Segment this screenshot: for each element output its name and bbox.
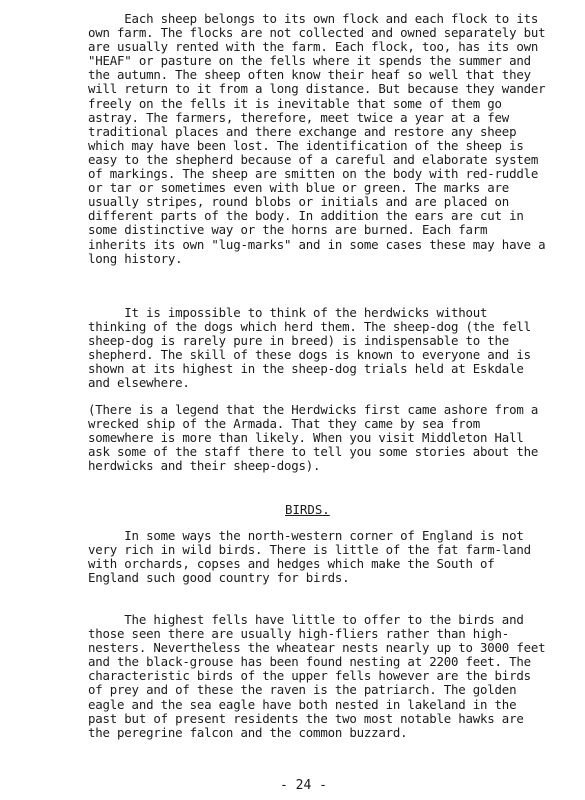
paragraph-armada-legend: (There is a legend that the Herdwicks first came ashore from a wrecked ship of the Armada. That they came by sea from somewhere is more than likely. When you visit Middleton Hall ask some of the staff there to tell you some stories about the herdwicks and their sheep-dogs).: [88, 402, 539, 474]
paragraph-high-fells-birds: The highest fells have little to offer to the birds and those seen there are usually high-fliers rather than high-nesters. Nevertheless the wheatear nests nearly up to 3000 feet and the black-grouse has been found nesting at 2200 feet. The characteristic birds of the upper fells however are the birds of prey and of these the raven is the patriarch. The golden eagle and the sea eagle have both nested in lakeland in the past but of present residents the two most notable hawks are the peregrine falcon and the common buzzard.: [88, 612, 546, 740]
page-number: - 24 -: [280, 778, 327, 793]
paragraph-wild-birds: In some ways the north-western corner of England is not very rich in wild birds. There is little of the fat farm-land with orchards, copses and hedges which make the South of England such good country for birds.: [88, 528, 531, 586]
paragraph-sheep-flocks: Each sheep belongs to its own flock and each flock to its own farm. The flocks are not collected and owned separately but are usually rented with the farm. Each flock, too, has its own "HEAF" or pasture on the fells where it spends the summer and the autumn. The sheep often know their heaf so well that they will return to it from a long distance. But because they wander freely on the fells it is inevitable that some of them go astray. The farmers, therefore, meet twice a year at a few traditional places and there exchange and restore any sheep which may have been lost. The identification of the sheep is easy to the shepherd because of a careful and elaborate system of markings. The sheep are smitten on the body with red-ruddle or tar or sometimes even with blue or green. The marks are usually stripes, round blobs or initials and are placed on different parts of the body. In addition the ears are cut in some distinctive way or the horns are burned. Each farm inherits its own "lug-marks" and in some cases these may have a long history.: [88, 11, 546, 266]
paragraph-sheep-dogs: It is impossible to think of the herdwicks without thinking of the dogs which herd them. The sheep-dog (the fell sheep-dog is rarely pure in breed) is indispensable to the shepherd. The skill of these dogs is known to everyone and is shown at its highest in the sheep-dog trials held at Eskdale and elsewhere.: [88, 305, 531, 391]
section-heading-birds: BIRDS.: [285, 502, 330, 517]
